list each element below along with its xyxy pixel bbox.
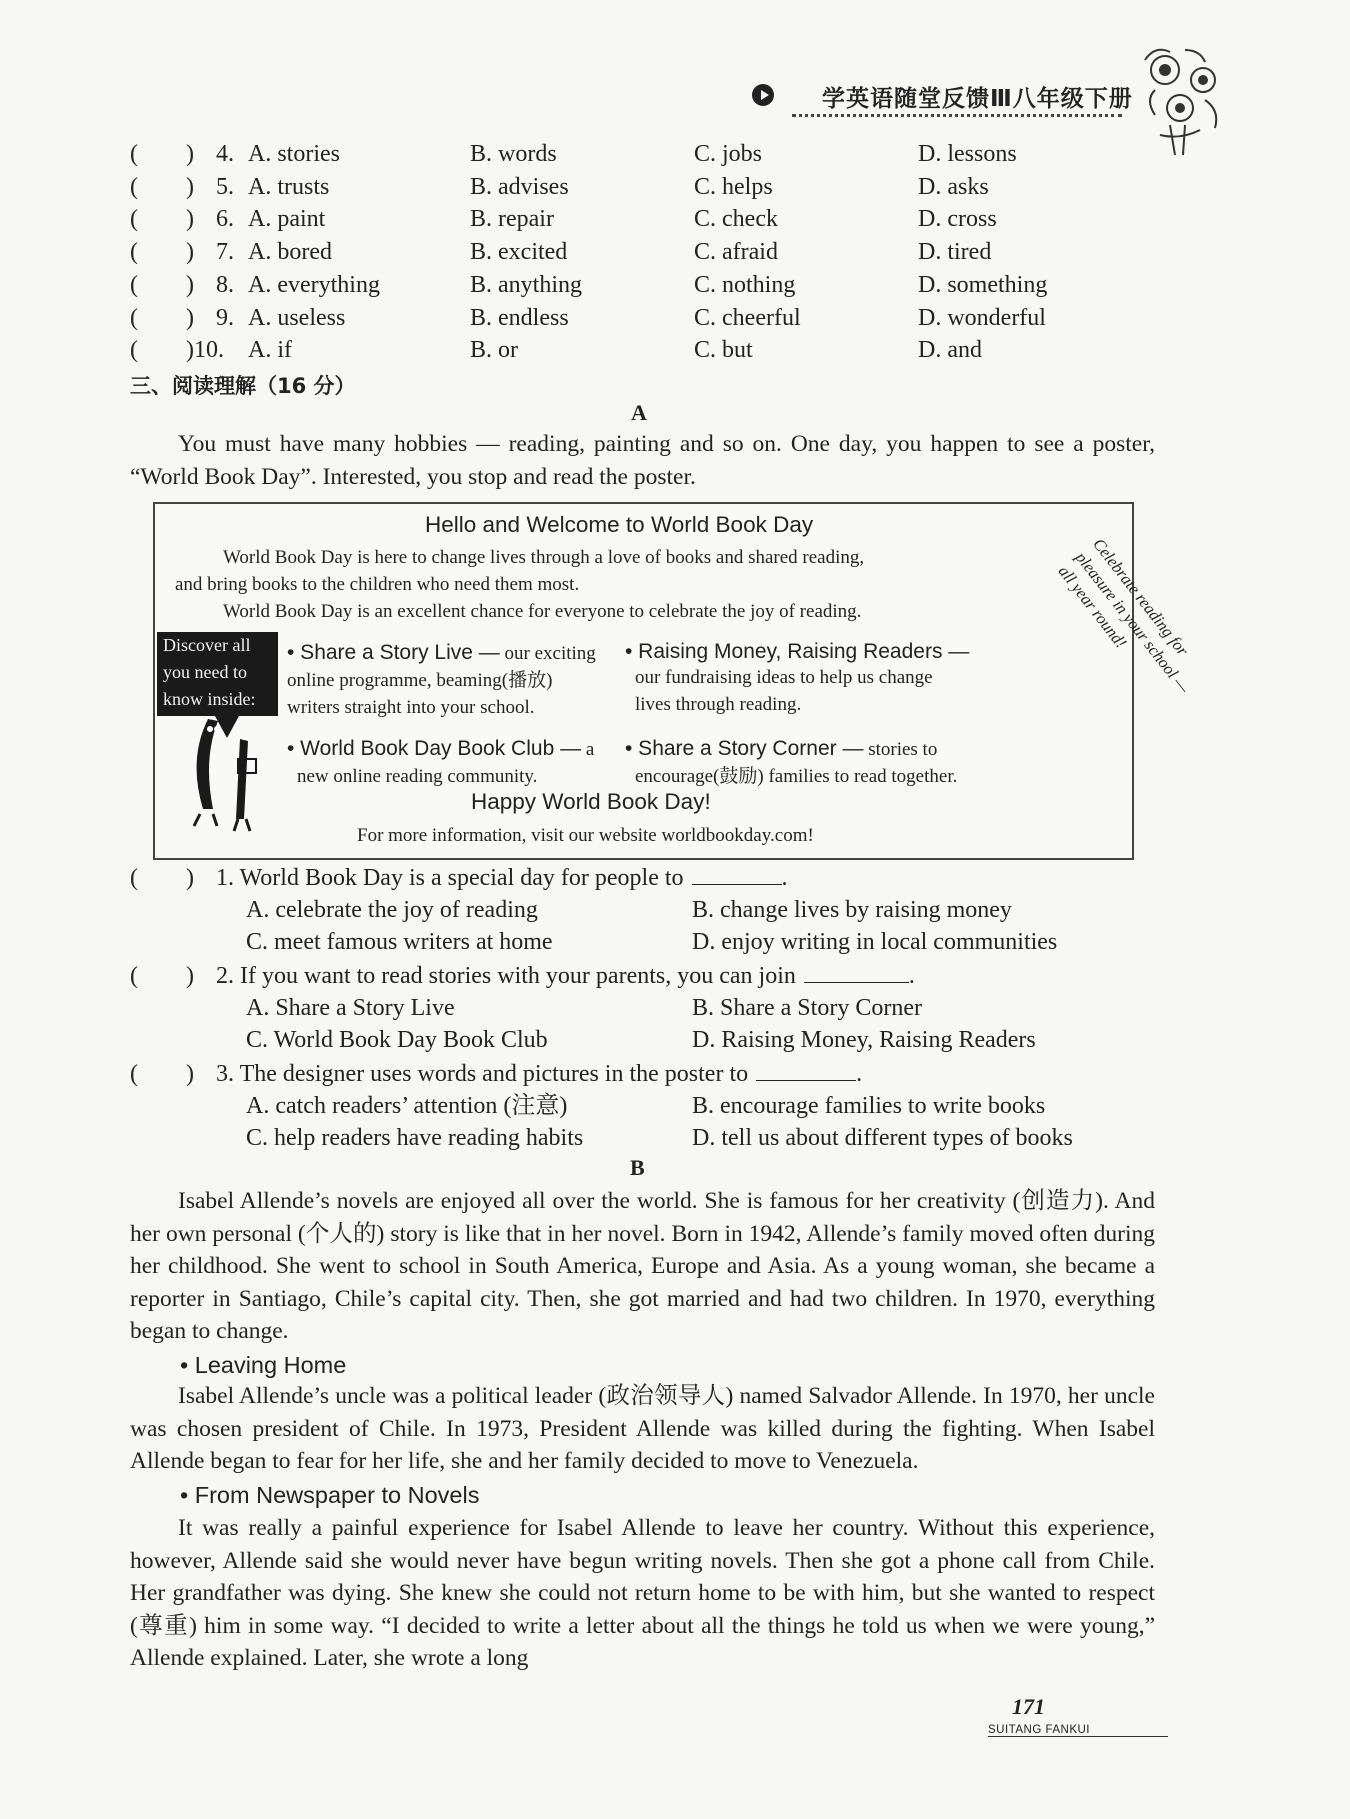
question-option[interactable]: C. meet famous writers at home xyxy=(246,929,553,955)
cloze-option[interactable]: B. or xyxy=(470,337,518,364)
cloze-option[interactable]: B. endless xyxy=(470,304,569,331)
poster-title: Hello and Welcome to World Book Day xyxy=(425,512,814,537)
cloze-option[interactable]: C. jobs xyxy=(694,141,763,167)
cloze-paren: ) xyxy=(186,239,194,266)
item-text: stories to xyxy=(863,739,938,760)
cloze-option[interactable]: D. and xyxy=(918,337,982,364)
passage-b-paragraph: Isabel Allende’s uncle was a political leader (政治领导人) named Salvador Allende. In 1970, her uncle was chosen president of Chile. In 1973, President Allende was killed during the fighting. When Isabel Allende began to fear for her life, she and her family decided to move to Venezuela. xyxy=(130,1383,1155,1474)
cloze-paren: ) xyxy=(186,206,194,233)
play-icon xyxy=(752,84,774,106)
cloze-option[interactable]: B. words xyxy=(470,141,557,167)
cloze-number: 5. xyxy=(216,173,234,200)
punctuation: . xyxy=(908,963,915,989)
footer-brand: SUITANG FANKUI xyxy=(988,1724,1168,1737)
item-text: our exciting xyxy=(499,643,596,664)
item-heading: • Share a Story Corner — xyxy=(625,737,864,760)
item-text: our fundraising ideas to help us change xyxy=(635,667,933,688)
question-option[interactable]: B. change lives by raising money xyxy=(692,897,1012,923)
cloze-number: 6. xyxy=(216,206,234,233)
item-text: encourage(鼓励) families to read together. xyxy=(635,766,958,787)
poster-more-info: For more information, visit our website worldbookday.com! xyxy=(357,825,814,846)
poster-stamp: Celebrate reading for pleasure in your school — all year round! xyxy=(1054,534,1194,697)
cloze-paren: ( xyxy=(130,206,138,233)
cloze-number: 9. xyxy=(216,304,234,331)
cloze-option[interactable]: D. tired xyxy=(918,239,992,266)
cloze-option[interactable]: C. afraid xyxy=(694,239,778,266)
item-heading: • World Book Day Book Club — xyxy=(287,737,582,760)
discover-line: know inside: xyxy=(163,689,256,709)
cloze-option[interactable]: A. if xyxy=(248,337,292,364)
poster-item xyxy=(625,736,1055,790)
question-option[interactable]: A. Share a Story Live xyxy=(246,995,455,1021)
question-option[interactable]: D. tell us about different types of books xyxy=(692,1125,1073,1151)
question-option[interactable]: B. Share a Story Corner xyxy=(692,995,922,1021)
cloze-option[interactable]: C. but xyxy=(694,337,753,364)
cloze-option[interactable]: A. bored xyxy=(248,239,332,266)
cloze-option[interactable]: A. stories xyxy=(248,141,340,167)
page-number: 171 xyxy=(1012,1694,1045,1719)
answer-paren[interactable]: ) xyxy=(186,963,194,989)
cloze-option[interactable]: D. wonderful xyxy=(918,304,1046,331)
cloze-paren: ( xyxy=(130,173,138,200)
answer-blank[interactable] xyxy=(756,1058,856,1081)
cloze-number: 7. xyxy=(216,239,234,266)
cloze-paren: ( xyxy=(130,239,138,266)
book-mascot-icon xyxy=(180,709,270,834)
cloze-paren: ) xyxy=(186,173,194,200)
cloze-option[interactable]: C. nothing xyxy=(694,271,796,298)
flower-decoration-icon xyxy=(1125,40,1235,160)
question-stem: 3. The designer uses words and pictures in the poster to xyxy=(216,1061,749,1087)
cloze-paren: ( xyxy=(130,304,138,331)
answer-blank[interactable] xyxy=(804,960,909,983)
book-title: 学英语随堂反馈Ⅲ八年级下册 xyxy=(822,86,1133,112)
question-option[interactable]: A. catch readers’ attention (注意) xyxy=(246,1093,568,1119)
question-option[interactable]: C. help readers have reading habits xyxy=(246,1125,584,1151)
question-stem: 2. If you want to read stories with your parents, you can join xyxy=(216,963,796,989)
item-text: new online reading community. xyxy=(297,766,538,787)
cloze-number: 8. xyxy=(216,271,234,298)
poster-line-3: World Book Day is an excellent chance for everyone to celebrate the joy of reading. xyxy=(223,601,862,622)
question-option[interactable]: B. encourage families to write books xyxy=(692,1093,1046,1119)
item-text: lives through reading. xyxy=(635,694,802,715)
discover-line: Discover all xyxy=(163,635,251,655)
cloze-paren: ) xyxy=(186,271,194,298)
answer-paren[interactable]: ( xyxy=(130,865,138,891)
answer-paren[interactable]: ( xyxy=(130,963,138,989)
item-heading: • Share a Story Live — xyxy=(287,641,500,664)
cloze-option[interactable]: D. cross xyxy=(918,206,997,233)
discover-box xyxy=(157,632,278,716)
cloze-paren: ( xyxy=(130,337,138,364)
section-title: 三、阅读理解（16 分） xyxy=(130,374,356,398)
part-b-label: B xyxy=(630,1155,645,1180)
cloze-paren: ( xyxy=(130,141,138,167)
cloze-number: 4. xyxy=(216,141,234,167)
cloze-option[interactable]: D. lessons xyxy=(918,141,1017,167)
cloze-option[interactable]: A. paint xyxy=(248,206,326,233)
answer-paren[interactable]: ) xyxy=(186,865,194,891)
cloze-option[interactable]: C. cheerful xyxy=(694,304,801,331)
poster-line-1: World Book Day is here to change lives through a love of books and shared reading, xyxy=(223,547,865,568)
cloze-paren: ( xyxy=(130,271,138,298)
answer-paren[interactable]: ) xyxy=(186,1061,194,1087)
cloze-paren: )10. xyxy=(186,337,224,364)
cloze-option[interactable]: C. check xyxy=(694,206,778,233)
item-text: online programme, beaming(播放) xyxy=(287,670,553,691)
passage-b-paragraph: It was really a painful experience for Isabel Allende to leave her country. Without this experience, however, Allende said she would never have begun writing novels. Then she got a phone call from Chile. Her grandfather was dying. She knew she could not return home to be with him, but she wanted to respect (尊重) him in some way. “I decided to write a letter about all the things he told us when we were young,” Allende explained. Later, she wrote a long xyxy=(130,1515,1155,1671)
cloze-option[interactable]: D. asks xyxy=(918,173,989,200)
cloze-paren: ) xyxy=(186,141,194,167)
passage-b-paragraph: Isabel Allende’s novels are enjoyed all over the world. She is famous for her creativity (创造力). And her own personal (个人的) story is like that in her novel. Born in 1942, Allende’s family moved often during her childhood. She went to school in South America, Europe and Asia. As a young woman, she became a reporter in Santiago, Chile’s capital city. Then, she got married and had two children. In 1970, everything began to change. xyxy=(130,1188,1155,1344)
poster-item xyxy=(287,736,617,790)
question-option[interactable]: D. Raising Money, Raising Readers xyxy=(692,1027,1036,1053)
cloze-option[interactable]: D. something xyxy=(918,271,1048,298)
part-a-intro: You must have many hobbies — reading, painting and so on. One day, you happen to see a poster, “World Book Day”. Interested, you stop and read the poster. xyxy=(130,431,1155,490)
answer-blank[interactable] xyxy=(692,862,782,885)
passage-b-heading: • From Newspaper to Novels xyxy=(180,1482,480,1508)
cloze-option[interactable]: B. repair xyxy=(470,206,554,233)
poster-line-2: and bring books to the children who need them most. xyxy=(175,574,580,595)
cloze-paren: ) xyxy=(186,304,194,331)
poster-item xyxy=(287,640,617,721)
item-text: a xyxy=(581,739,595,760)
header-divider xyxy=(792,114,1122,117)
punctuation: . xyxy=(856,1061,863,1087)
cloze-option[interactable]: A. useless xyxy=(248,304,346,331)
cloze-option[interactable]: A. trusts xyxy=(248,173,330,200)
item-text: writers straight into your school. xyxy=(287,697,535,718)
cloze-option[interactable]: C. helps xyxy=(694,173,773,200)
question-stem: 1. World Book Day is a special day for people to xyxy=(216,865,684,891)
world-book-day-poster xyxy=(153,502,1194,860)
cloze-option[interactable]: B. excited xyxy=(470,239,568,266)
question-option[interactable]: C. World Book Day Book Club xyxy=(246,1027,548,1053)
cloze-option[interactable]: B. anything xyxy=(470,271,582,298)
cloze-option[interactable]: A. everything xyxy=(248,271,380,298)
discover-line: you need to xyxy=(163,662,247,682)
item-heading: • Raising Money, Raising Readers — xyxy=(625,640,970,663)
part-a-label: A xyxy=(631,400,647,425)
punctuation: . xyxy=(781,865,788,891)
passage-b-heading: • Leaving Home xyxy=(180,1352,347,1378)
question-option[interactable]: A. celebrate the joy of reading xyxy=(246,897,538,923)
answer-paren[interactable]: ( xyxy=(130,1061,138,1087)
question-option[interactable]: D. enjoy writing in local communities xyxy=(692,929,1058,955)
cloze-option[interactable]: B. advises xyxy=(470,173,569,200)
poster-item xyxy=(625,640,1005,718)
poster-closing: Happy World Book Day! xyxy=(471,789,711,814)
